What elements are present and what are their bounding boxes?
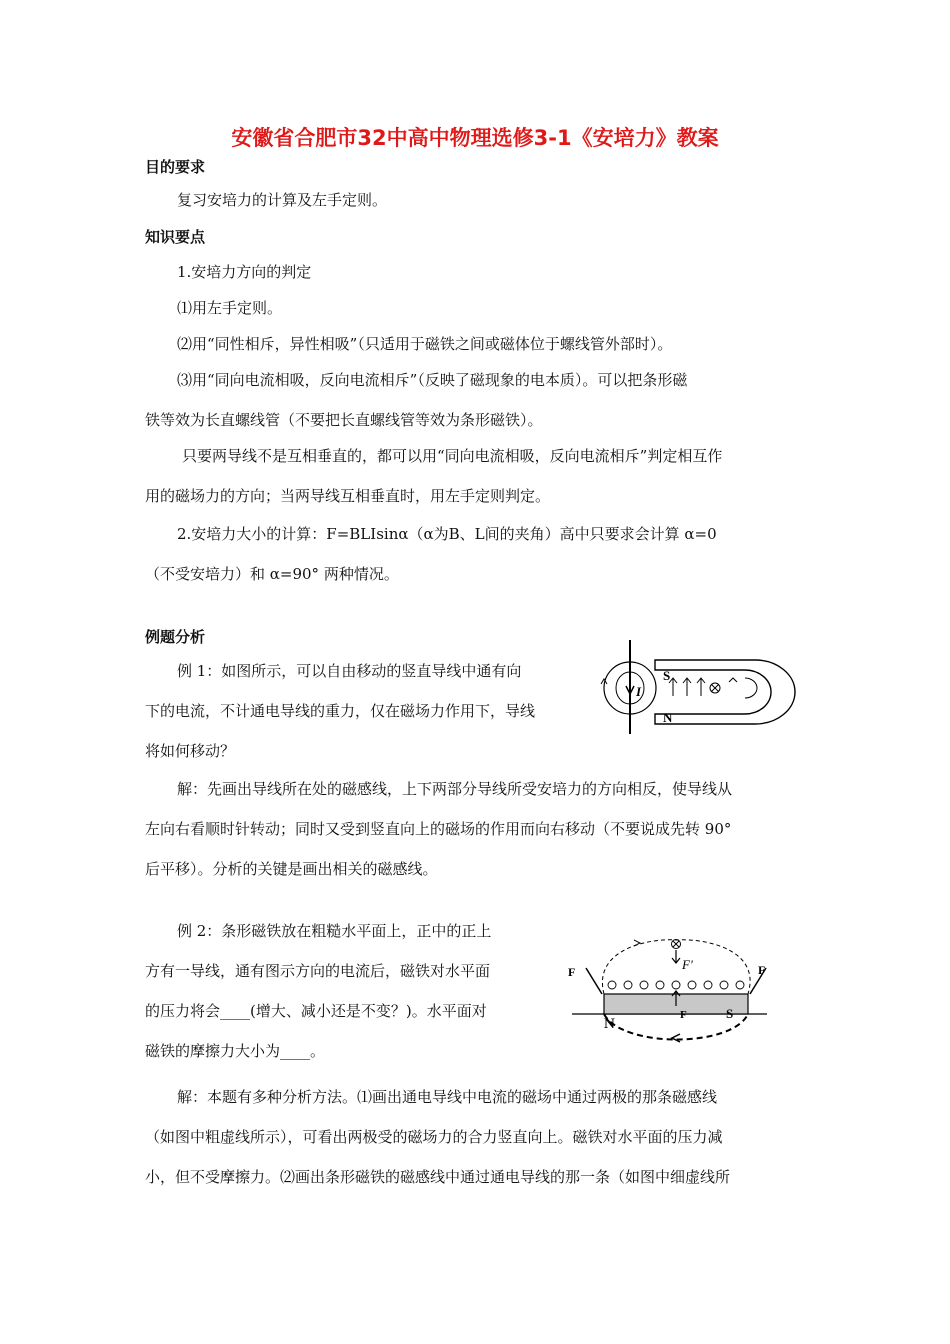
pole-s-label: S	[726, 1006, 734, 1021]
knowledge-line: （不受安培力）和 α=90° 两种情况。	[145, 565, 399, 583]
knowledge-line: 只要两导线不是互相垂直的，都可以用“同向电流相吸，反向电流相斥”判定相互作	[182, 447, 723, 465]
current-label: I	[636, 684, 642, 699]
knowledge-line: ⑴用左手定则。	[177, 299, 283, 317]
page-title: 安徽省合肥市32中高中物理选修3-1《安培力》教案	[231, 126, 719, 150]
example2-question: 方有一导线，通有图示方向的电流后，磁铁对水平面	[145, 962, 491, 980]
force-f-label: F	[680, 1009, 687, 1021]
example2-answer: 解：本题有多种分析方法。⑴画出通电导线中电流的磁场中通过两极的那条磁感线	[177, 1088, 718, 1106]
purpose-heading: 目的要求	[145, 158, 206, 176]
example1-answer: 左向右看顺时针转动；同时又受到竖直向上的磁场的作用而向右移动（不要说成先转 90°	[145, 820, 732, 838]
force-f-prime-label: F′	[682, 957, 693, 972]
horseshoe-magnet-figure	[595, 636, 805, 736]
example1-answer: 后平移）。分析的关键是画出相关的磁感线。	[145, 860, 438, 878]
example1-question: 将如何移动？	[145, 742, 236, 760]
knowledge-line: ⑶用“同向电流相吸，反向电流相斥”（反映了磁现象的电本质）。可以把条形磁	[177, 371, 688, 389]
pole-n-label: N	[604, 1016, 615, 1032]
knowledge-line: 1.安培力方向的判定	[177, 263, 312, 281]
force-left-label: F	[568, 965, 576, 979]
example2-answer: （如图中粗虚线所示），可看出两极受的磁场力的合力竖直向上。磁铁对水平面的压力减	[145, 1128, 723, 1146]
knowledge-line: ⑵用“同性相斥，异性相吸”（只适用于磁铁之间或磁体位于螺线管外部时）。	[177, 335, 673, 353]
knowledge-line: 铁等效为长直螺线管（不要把长直螺线管等效为条形磁铁）。	[145, 411, 543, 429]
horseshoe-magnet	[655, 660, 795, 724]
pole-s-label: S	[663, 668, 671, 683]
knowledge-heading: 知识要点	[145, 228, 206, 246]
bar-magnet-figure	[562, 928, 772, 1050]
knowledge-line: 2.安培力大小的计算：F=BLIsinα（α为B、L间的夹角）高中只要求会计算 α=0	[177, 525, 717, 543]
example1-answer: 解：先画出导线所在处的磁感线，上下两部分导线所受安培力的方向相反，使导线从	[177, 780, 733, 798]
example2-question: 磁铁的摩擦力大小为____。	[145, 1042, 326, 1060]
purpose-text: 复习安培力的计算及左手定则。	[177, 191, 388, 209]
example1-question: 例 1：如图所示，可以自由移动的竖直导线中通有向	[177, 662, 522, 680]
example2-question: 的压力将会____(增大、减小还是不变？)。水平面对	[145, 1002, 487, 1020]
pole-n-label: N	[663, 710, 673, 725]
example2-question: 例 2：条形磁铁放在粗糙水平面上，正中的正上	[177, 922, 492, 940]
examples-heading: 例题分析	[145, 628, 206, 646]
example2-answer: 小，但不受摩擦力。⑵画出条形磁铁的磁感线中通过通电导线的那一条（如图中细虚线所	[145, 1168, 731, 1186]
example1-question: 下的电流，不计通电导线的重力，仅在磁场力作用下，导线	[145, 702, 536, 720]
force-right-label: F	[758, 963, 766, 977]
knowledge-line: 用的磁场力的方向；当两导线互相垂直时，用左手定则判定。	[145, 487, 551, 505]
